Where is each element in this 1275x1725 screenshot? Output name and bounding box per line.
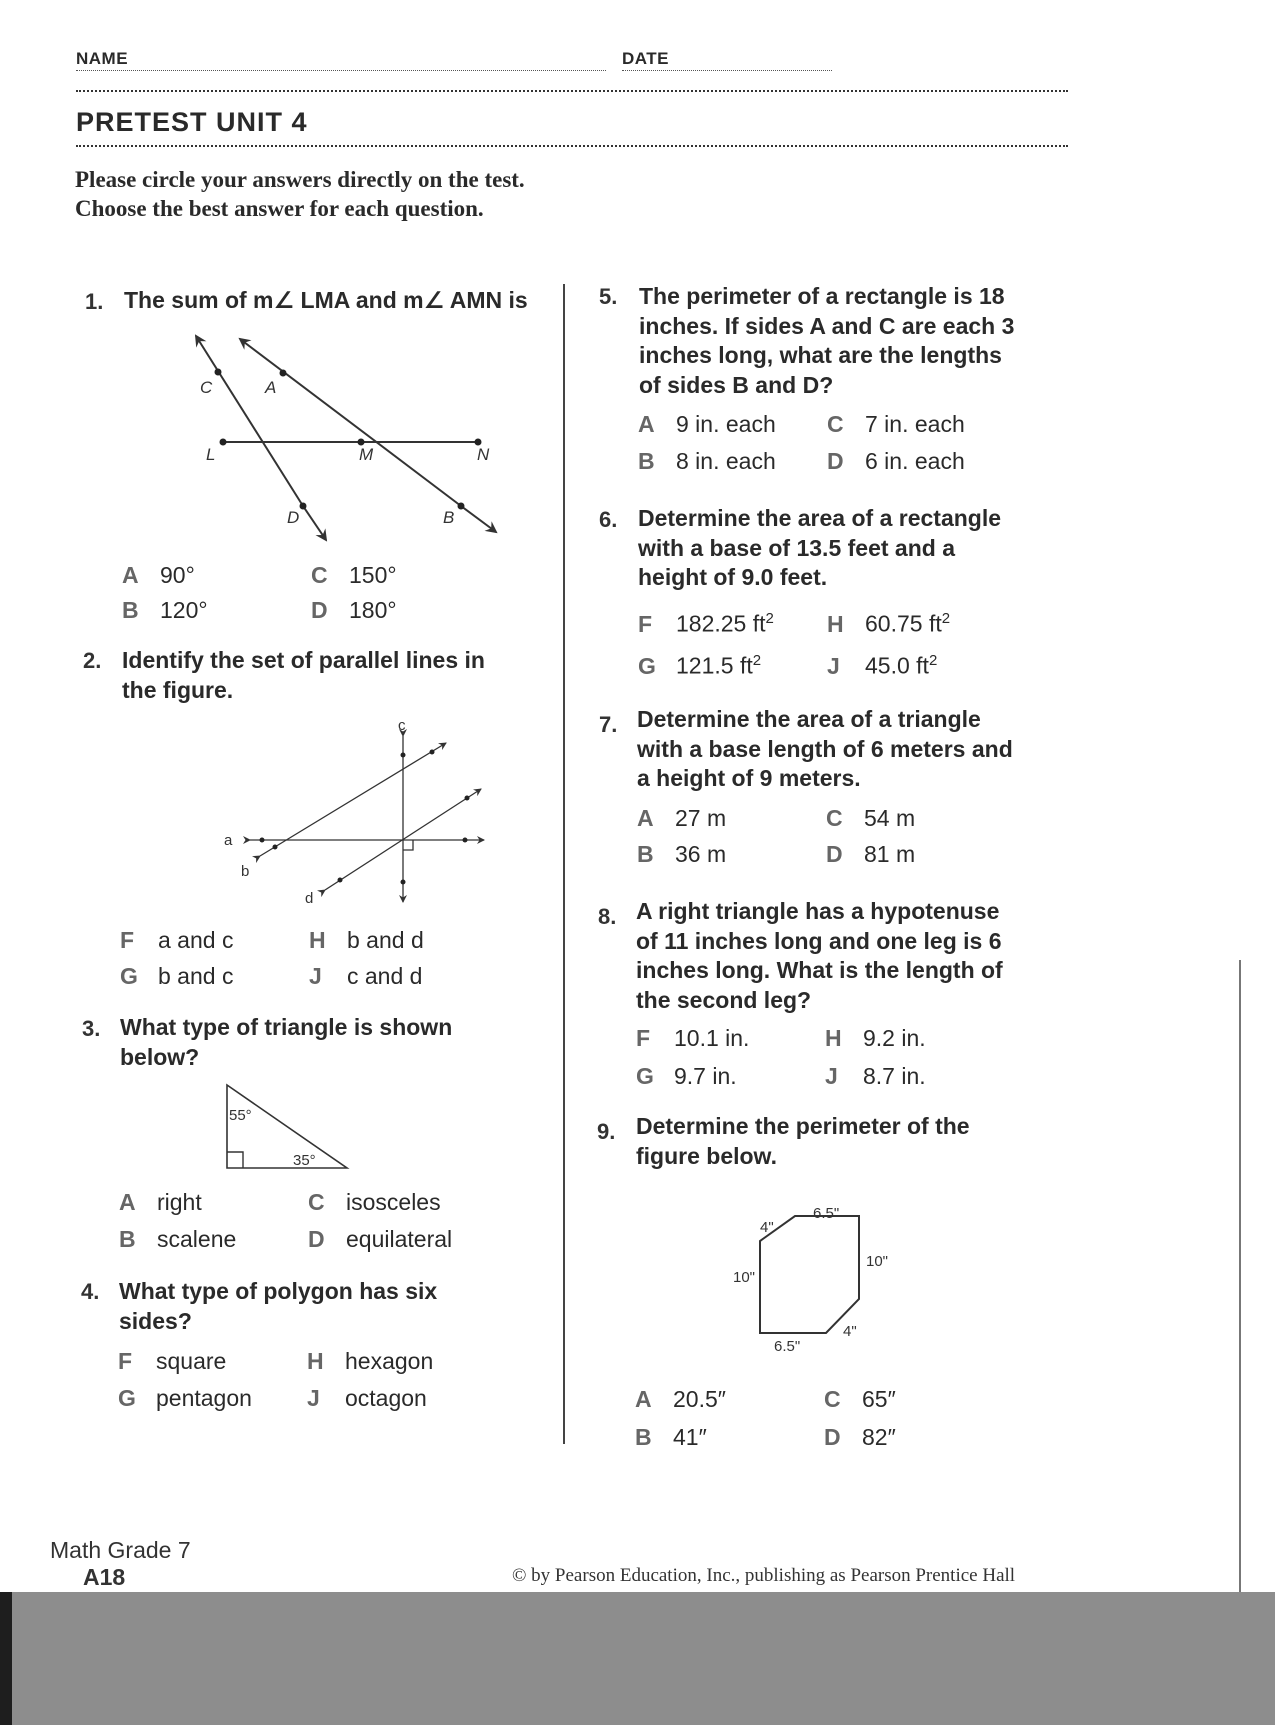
q1-option-c[interactable]: C 150° [311,562,397,588]
footer-page-number: A18 [83,1564,126,1590]
instruction-line-1: Please circle your answers directly on the test. [75,167,525,192]
q7-option-d[interactable]: D 81 m [826,841,916,867]
question-8-text: A right triangle has a hypotenuse of 11 inches long and one leg is 6 inches long. What is the length of the second leg? [636,898,1003,1013]
fig9-label-bottom: 6.5" [774,1338,801,1355]
q1-option-b[interactable]: B 120° [122,597,208,623]
fig1-label-l: L [206,445,216,464]
q2-option-g[interactable]: G b and c [120,963,234,989]
q8-option-h[interactable]: H 9.2 in. [825,1025,926,1051]
question-9-text: Determine the perimeter of the figure below. [636,1113,970,1169]
fig1-label-n: N [477,445,490,464]
ray-b [461,506,496,532]
q3-option-d[interactable]: D equilateral [308,1226,453,1252]
scan-bottom-band-edge [0,1592,12,1725]
q8-option-j[interactable]: J 8.7 in. [825,1063,926,1089]
q4-option-j[interactable]: J octagon [307,1385,427,1411]
ray-ba [240,339,461,506]
fig1-label-c: C [200,378,213,397]
line-b [260,743,446,856]
fig2-label-b: b [241,863,250,880]
q2-option-f[interactable]: F a and c [120,927,234,953]
q7-option-a[interactable]: A 27 m [637,805,727,831]
q9-option-b[interactable]: B 41″ [635,1424,707,1450]
q7-option-c[interactable]: C 54 m [826,805,916,831]
q3-option-c[interactable]: C isosceles [308,1189,441,1215]
fig2-label-a: a [224,832,233,849]
fig1-label-m: M [359,445,374,464]
q3-option-a[interactable]: A right [119,1189,202,1215]
fig1-label-d: D [287,508,300,527]
footer-grade: Math Grade 7 [50,1537,191,1563]
question-5-number: 5. [599,284,618,309]
q5-option-d[interactable]: D 6 in. each [827,448,965,474]
q2-option-j[interactable]: J c and d [309,963,423,989]
fig9-label-left: 10" [733,1269,756,1286]
fig2-label-c: c [398,717,406,734]
question-8-number: 8. [598,904,617,929]
question-9-figure [733,1205,888,1355]
ray-dc [196,336,303,506]
scan-bottom-band [0,1592,1275,1725]
question-7-number: 7. [599,712,618,737]
question-5-text: The perimeter of a rectangle is 18 inches. If sides A and C are each 3 inches long, what are the lengths of sides B and D? [639,283,1015,398]
q1-option-d[interactable]: D 180° [311,597,397,623]
question-2-figure [224,717,484,907]
q1-option-a[interactable]: A 90° [122,562,195,588]
question-7-text: Determine the area of a triangle with a base length of 6 meters and a height of 9 meters. [637,706,1013,791]
question-1-text: The sum of m∠ LMA and m∠ AMN is [124,287,528,313]
q9-option-a[interactable]: A 20.5″ [635,1386,726,1412]
q5-option-b[interactable]: B 8 in. each [638,448,776,474]
fig9-label-right: 10" [866,1253,889,1270]
question-2-text: Identify the set of parallel lines in the figure. [122,647,485,703]
q8-option-g[interactable]: G 9.7 in. [636,1063,737,1089]
question-4-text: What type of polygon has six sides? [119,1278,438,1334]
fig9-label-bottom-right: 4" [843,1323,857,1340]
q4-option-g[interactable]: G pentagon [118,1385,252,1411]
q5-option-a[interactable]: A 9 in. each [638,411,776,437]
question-3-figure [227,1085,347,1169]
fig9-label-top-left: 4" [760,1219,774,1236]
fig9-label-top: 6.5" [813,1205,840,1222]
fig3-angle-right: 35° [293,1152,316,1169]
q9-option-c[interactable]: C 65″ [824,1386,896,1412]
question-1-number: 1. [85,289,104,314]
fig3-angle-top: 55° [229,1107,252,1124]
instruction-line-2: Choose the best answer for each question. [75,196,484,221]
q8-option-f[interactable]: F 10.1 in. [636,1025,750,1051]
scan-edge-line [1239,960,1241,1630]
question-3-text: What type of triangle is shown below? [120,1014,453,1070]
q6-option-j[interactable]: J 45.0 $ft^2$ [827,652,938,679]
q7-option-b[interactable]: B 36 m [637,841,727,867]
q4-option-f[interactable]: F square [118,1348,227,1374]
question-9-number: 9. [597,1119,616,1144]
question-2-number: 2. [83,648,102,673]
footer-copyright: © by Pearson Education, Inc., publishing as Pearson Prentice Hall [512,1565,1016,1586]
page-title: PRETEST UNIT 4 [76,107,308,137]
q9-option-d[interactable]: D 82″ [824,1424,896,1450]
q3-option-b[interactable]: B scalene [119,1226,237,1252]
q4-option-h[interactable]: H hexagon [307,1348,434,1374]
fig2-label-d: d [305,890,314,907]
question-3-number: 3. [82,1016,101,1041]
q5-option-c[interactable]: C 7 in. each [827,411,965,437]
fig1-label-b: B [443,508,455,527]
question-6-text: Determine the area of a rectangle with a base of 13.5 feet and a height of 9.0 feet. [638,505,1002,590]
q2-option-h[interactable]: H b and d [309,927,424,953]
question-6-number: 6. [599,507,618,532]
q6-option-f[interactable]: F 182.25 $ft^2$ [638,610,774,637]
q6-option-h[interactable]: H 60.75 $ft^2$ [827,610,951,637]
date-label: DATE [622,49,670,68]
name-label: NAME [76,49,129,68]
question-4-number: 4. [81,1279,100,1304]
q6-option-g[interactable]: G 121.5 $ft^2$ [638,652,762,679]
ray-d [303,506,326,540]
fig1-label-a: A [265,378,277,397]
